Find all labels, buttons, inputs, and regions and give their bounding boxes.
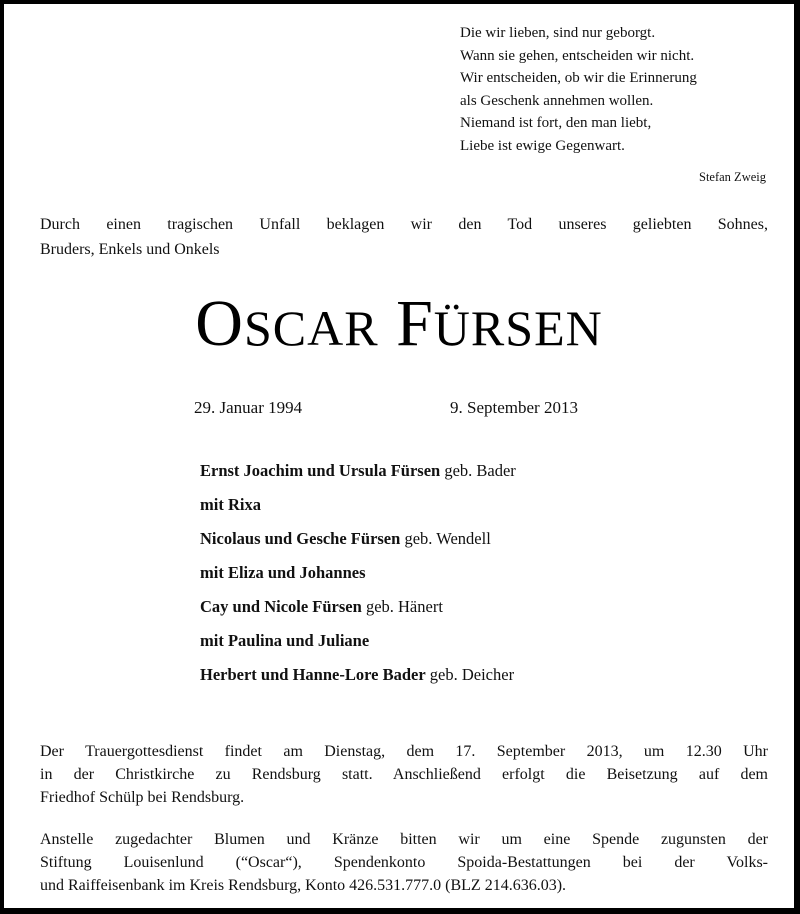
poem-line: Liebe ist ewige Gegenwart. [460,137,625,154]
poem-line: Niemand ist fort, den man liebt, [460,115,652,131]
family-suffix: geb. Bader [440,461,516,480]
poem-line: Die wir lieben, sind nur geborgt. [460,25,656,41]
donation-line: Anstelle zugedachter Blumen und Kränze bitten wir um eine Spende zugunsten der [40,831,768,848]
donation-notice [40,828,768,897]
family-names: mit Paulina und Juliane [200,631,370,650]
family-suffix: geb. Hänert [361,597,443,616]
poem-author: Stefan Zweig [699,170,766,184]
first-name-rest: SCAR [243,300,379,356]
family-names: Nicolaus und Gesche Fürsen [200,529,401,548]
family-row [200,658,740,692]
family-suffix: geb. Deicher [425,665,515,684]
donation-line: Stiftung Louisenlund (“Oscar“), Spendenkonto Spoida-Bestattungen bei der Volks- [40,854,768,871]
family-names: mit Rixa [200,495,261,514]
deceased-name [4,284,794,368]
family-names: mit Eliza und Johannes [200,563,366,582]
family-suffix: geb. Wendell [400,529,491,548]
intro-text [40,212,768,262]
last-name-rest: ÜRSEN [433,300,603,356]
birth-date: 29. Januar 1994 [194,398,303,417]
family-row [200,454,740,488]
obituary-card [4,4,794,908]
service-line: in der Christkirche zu Rendsburg statt. Anschließend erfolgt die Beisetzung auf dem [40,766,768,783]
family-list [200,454,740,692]
family-row [200,590,740,624]
family-row [200,556,740,590]
poem-line: Wir entscheiden, ob wir die Erinnerung [460,70,697,86]
last-name-initial: F [396,287,434,360]
family-names: Cay und Nicole Fürsen [200,597,362,616]
funeral-service-notice [40,740,768,809]
family-row [200,488,740,522]
family-row [200,624,740,658]
family-names: Ernst Joachim und Ursula Fürsen [200,461,441,480]
poem-line: als Geschenk annehmen wollen. [460,92,654,109]
first-name-initial: O [195,287,244,360]
donation-line: und Raiffeisenbank im Kreis Rendsburg, Konto 426.531.777.0 (BLZ 214.636.03). [40,877,567,894]
family-row [200,522,740,556]
poem-line: Wann sie gehen, entscheiden wir nicht. [460,47,695,64]
service-line: Friedhof Schülp bei Rendsburg. [40,789,245,806]
poem [460,22,770,189]
family-names: Herbert und Hanne-Lore Bader [200,665,426,684]
service-line: Der Trauergottesdienst findet am Dienstag, dem 17. September 2013, um 12.30 Uhr [40,743,768,760]
intro-line-2: Bruders, Enkels und Onkels [40,241,220,258]
death-date: 9. September 2013 [450,398,578,417]
intro-line-1: Durch einen tragischen Unfall beklagen wir den Tod unseres geliebten Sohnes, [40,216,768,233]
